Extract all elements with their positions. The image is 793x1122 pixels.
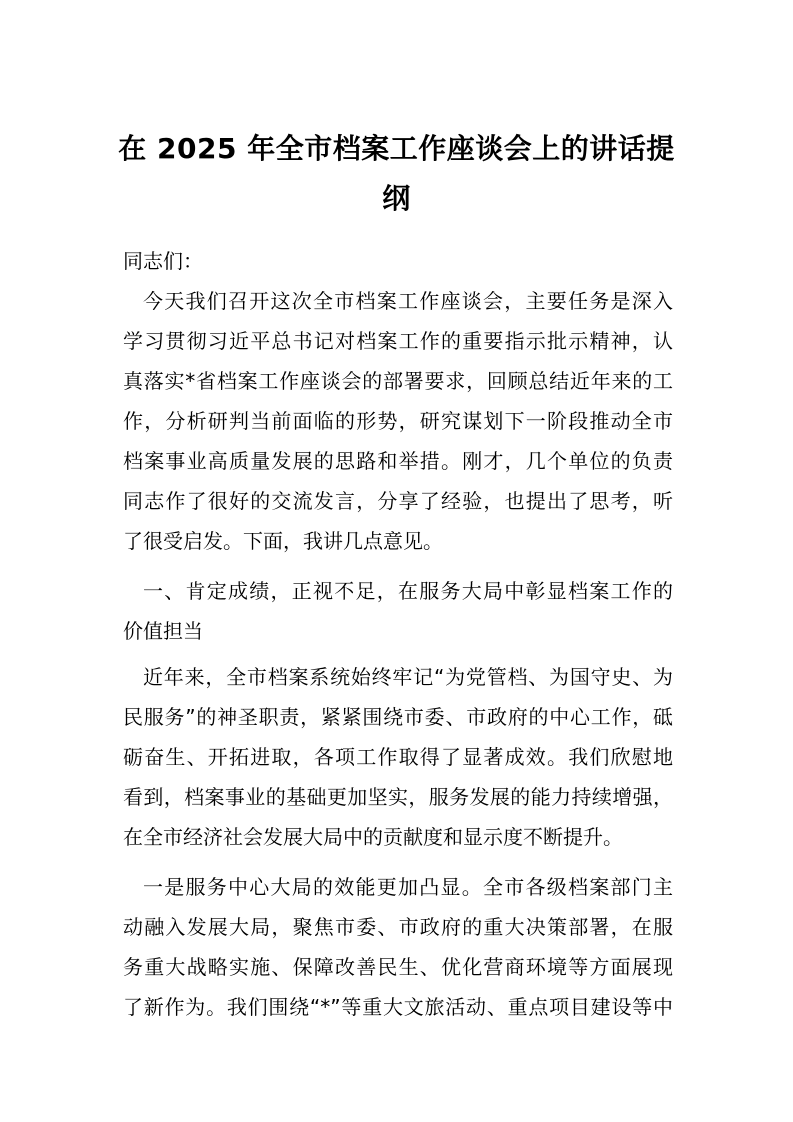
section-heading-line: 价值担当: [123, 619, 203, 643]
paragraph-line: 今天我们召开这次全市档案工作座谈会，主要任务是深入: [143, 289, 673, 313]
paragraph-line: 档案事业高质量发展的思路和举措。刚才，几个单位的负责: [123, 449, 673, 473]
document-title: [110, 124, 683, 224]
paragraph-line: 一是服务中心大局的效能更加凸显。全市各级档案部门主: [143, 875, 673, 899]
paragraph-line: 砺奋生、开拓进取，各项工作取得了显著成效。我们欣慰地: [123, 745, 673, 769]
paragraph-line: 学习贯彻习近平总书记对档案工作的重要指示批示精神，认: [123, 329, 673, 353]
title-line-2: 纲: [382, 182, 411, 215]
paragraph-line: 了新作为。我们围绕“*”等重大文旅活动、重点项目建设等中: [123, 995, 673, 1019]
paragraph-line: 同志作了很好的交流发言，分享了经验，也提出了思考，听: [123, 489, 673, 513]
paragraph-line: 民服务”的神圣职责，紧紧围绕市委、市政府的中心工作，砥: [123, 705, 673, 729]
paragraph-line: 近年来，全市档案系统始终牢记“为党管档、为国守史、为: [143, 665, 673, 689]
section-heading-line: 一、肯定成绩，正视不足，在服务大局中彰显档案工作的: [143, 579, 673, 603]
paragraph-line: 在全市经济社会发展大局中的贡献度和显示度不断提升。: [123, 825, 623, 849]
paragraph-line: 务重大战略实施、保障改善民生、优化营商环境等方面展现: [123, 955, 673, 979]
paragraph-line: 动融入发展大局，聚焦市委、市政府的重大决策部署，在服: [123, 915, 673, 939]
paragraph-line: 看到，档案事业的基础更加坚实，服务发展的能力持续增强，: [123, 785, 673, 809]
title-line-1: 在 2025 年全市档案工作座谈会上的讲话提: [118, 132, 675, 165]
paragraph-line: 真落实*省档案工作座谈会的部署要求，回顾总结近年来的工: [123, 369, 673, 393]
salutation: 同志们：: [123, 249, 203, 273]
paragraph-line: 作，分析研判当前面临的形势，研究谋划下一阶段推动全市: [123, 409, 673, 433]
paragraph-line: 了很受启发。下面，我讲几点意见。: [123, 529, 443, 553]
